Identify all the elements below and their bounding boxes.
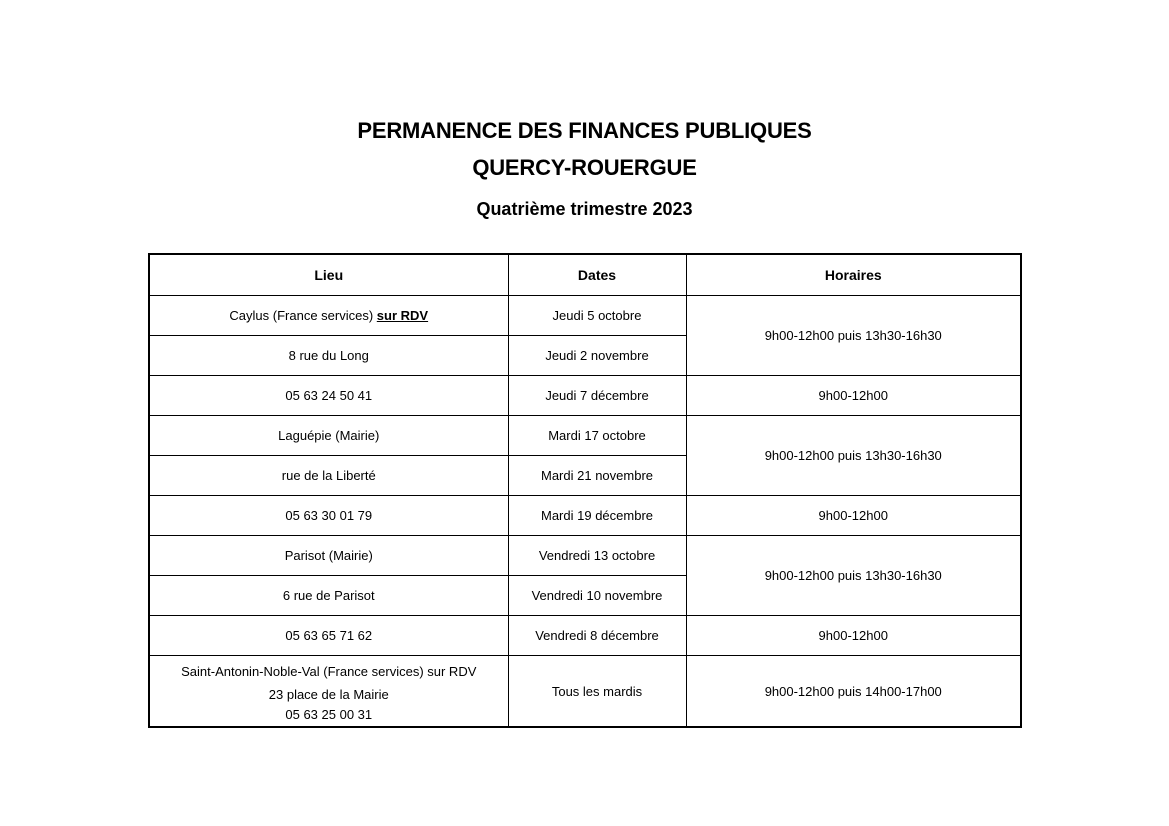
table-header-row xyxy=(149,254,1021,296)
horaires-cell: 9h00-12h00 puis 13h30-16h30 xyxy=(686,296,1021,376)
date-cell: Vendredi 8 décembre xyxy=(508,616,686,656)
lieu-cell xyxy=(149,656,508,728)
column-header-dates: Dates xyxy=(508,254,686,296)
lieu-address: 6 rue de Parisot xyxy=(149,576,508,616)
date-cell: Mardi 19 décembre xyxy=(508,496,686,536)
lieu-name: Caylus (France services) xyxy=(229,308,374,323)
date-cell: Jeudi 7 décembre xyxy=(508,376,686,416)
horaires-cell: 9h00-12h00 xyxy=(686,616,1021,656)
date-cell: Jeudi 5 octobre xyxy=(508,296,686,336)
table-row xyxy=(149,536,1021,576)
horaires-cell: 9h00-12h00 xyxy=(686,496,1021,536)
rdv-note: sur RDV xyxy=(376,308,429,323)
table-row xyxy=(149,376,1021,416)
lieu-phone: 05 63 25 00 31 xyxy=(285,707,373,722)
table-row xyxy=(149,296,1021,336)
table-row xyxy=(149,616,1021,656)
date-cell: Mardi 17 octobre xyxy=(508,416,686,456)
column-header-horaires: Horaires xyxy=(686,254,1021,296)
lieu-name: Saint-Antonin-Noble-Val (France services) sur RDV xyxy=(181,664,477,679)
horaires-cell: 9h00-12h00 puis 14h00-17h00 xyxy=(686,656,1021,728)
document-subtitle: Quatrième trimestre 2023 xyxy=(476,199,693,219)
lieu-phone: 05 63 30 01 79 xyxy=(149,496,508,536)
lieu-phone: 05 63 24 50 41 xyxy=(149,376,508,416)
lieu-name: Laguépie (Mairie) xyxy=(149,416,508,456)
date-cell: Vendredi 10 novembre xyxy=(508,576,686,616)
lieu-address: rue de la Liberté xyxy=(149,456,508,496)
horaires-cell: 9h00-12h00 xyxy=(686,376,1021,416)
table-row xyxy=(149,416,1021,456)
lieu-name: Parisot (Mairie) xyxy=(149,536,508,576)
date-cell: Tous les mardis xyxy=(508,656,686,728)
lieu-phone: 05 63 65 71 62 xyxy=(149,616,508,656)
date-cell: Vendredi 13 octobre xyxy=(508,536,686,576)
date-cell: Jeudi 2 novembre xyxy=(508,336,686,376)
horaires-cell: 9h00-12h00 puis 13h30-16h30 xyxy=(686,536,1021,616)
document-title-region: QUERCY-ROUERGUE xyxy=(472,155,697,180)
document-title: PERMANENCE DES FINANCES PUBLIQUES xyxy=(357,118,812,143)
table-row xyxy=(149,656,1021,728)
column-header-lieu: Lieu xyxy=(149,254,508,296)
lieu-address: 8 rue du Long xyxy=(149,336,508,376)
table-row xyxy=(149,496,1021,536)
horaires-cell: 9h00-12h00 puis 13h30-16h30 xyxy=(686,416,1021,496)
lieu-name-cell xyxy=(149,296,508,336)
schedule-table xyxy=(148,253,1022,728)
lieu-address: 23 place de la Mairie xyxy=(268,687,389,702)
date-cell: Mardi 21 novembre xyxy=(508,456,686,496)
